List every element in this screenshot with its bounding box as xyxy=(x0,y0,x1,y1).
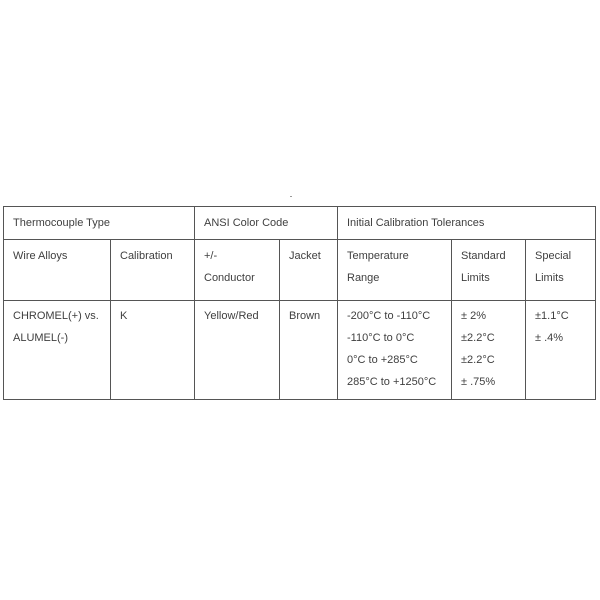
col-header-conductor xyxy=(195,240,280,301)
col-header-special-limits-line: Special xyxy=(535,250,572,262)
col-header-jacket xyxy=(280,240,338,301)
wire-alloy-line: ALUMEL(-) xyxy=(13,332,69,344)
column-header-row xyxy=(4,240,596,301)
cell-special-limits xyxy=(526,301,596,400)
col-header-special-limits xyxy=(526,240,596,301)
temperature-range-item: 0°C to +285°C xyxy=(347,354,418,366)
stray-dot-mark xyxy=(290,196,292,197)
col-header-jacket-label: Jacket xyxy=(289,250,321,262)
header-thermocouple-type-label: Thermocouple Type xyxy=(13,217,111,229)
col-header-temperature-range-line: Range xyxy=(347,272,380,284)
special-limit-item: ±1.1°C xyxy=(535,310,569,322)
cell-standard-limits xyxy=(452,301,526,400)
header-ansi-color-code-label: ANSI Color Code xyxy=(204,217,289,229)
group-header-row xyxy=(4,207,596,240)
standard-limit-item: ±2.2°C xyxy=(461,332,495,344)
col-header-standard-limits-line: Standard xyxy=(461,250,506,262)
standard-limit-item: ±2.2°C xyxy=(461,354,495,366)
standard-limit-item: ± 2% xyxy=(461,310,486,322)
col-header-conductor-line: Conductor xyxy=(204,272,255,284)
col-header-calibration xyxy=(111,240,195,301)
cell-conductor xyxy=(195,301,280,400)
cell-wire-alloys xyxy=(4,301,111,400)
thermocouple-spec-table xyxy=(3,206,596,400)
cell-jacket xyxy=(280,301,338,400)
temperature-range-item: 285°C to +1250°C xyxy=(347,376,437,388)
col-header-conductor-line: +/- xyxy=(204,250,218,262)
wire-alloy-line: CHROMEL(+) vs. xyxy=(13,310,99,322)
col-header-temperature-range-line: Temperature xyxy=(347,250,409,262)
col-header-wire-alloys xyxy=(4,240,111,301)
jacket-value: Brown xyxy=(289,310,321,322)
temperature-range-item: -200°C to -110°C xyxy=(347,310,431,322)
temperature-range-item: -110°C to 0°C xyxy=(347,332,415,344)
col-header-standard-limits-line: Limits xyxy=(461,272,490,284)
conductor-value: Yellow/Red xyxy=(204,310,259,322)
calibration-value: K xyxy=(120,310,128,322)
col-header-special-limits-line: Limits xyxy=(535,272,564,284)
col-header-wire-alloys-label: Wire Alloys xyxy=(13,250,68,262)
header-initial-calibration-tolerances xyxy=(338,207,596,240)
cell-temperature-range xyxy=(338,301,452,400)
cell-calibration xyxy=(111,301,195,400)
col-header-calibration-label: Calibration xyxy=(120,250,173,262)
standard-limit-item: ± .75% xyxy=(461,376,496,388)
header-ansi-color-code xyxy=(195,207,338,240)
col-header-standard-limits xyxy=(452,240,526,301)
table-row xyxy=(4,301,596,400)
col-header-temperature-range xyxy=(338,240,452,301)
header-initial-calibration-tolerances-label: Initial Calibration Tolerances xyxy=(347,217,485,229)
special-limit-item: ± .4% xyxy=(535,332,564,344)
header-thermocouple-type xyxy=(4,207,195,240)
